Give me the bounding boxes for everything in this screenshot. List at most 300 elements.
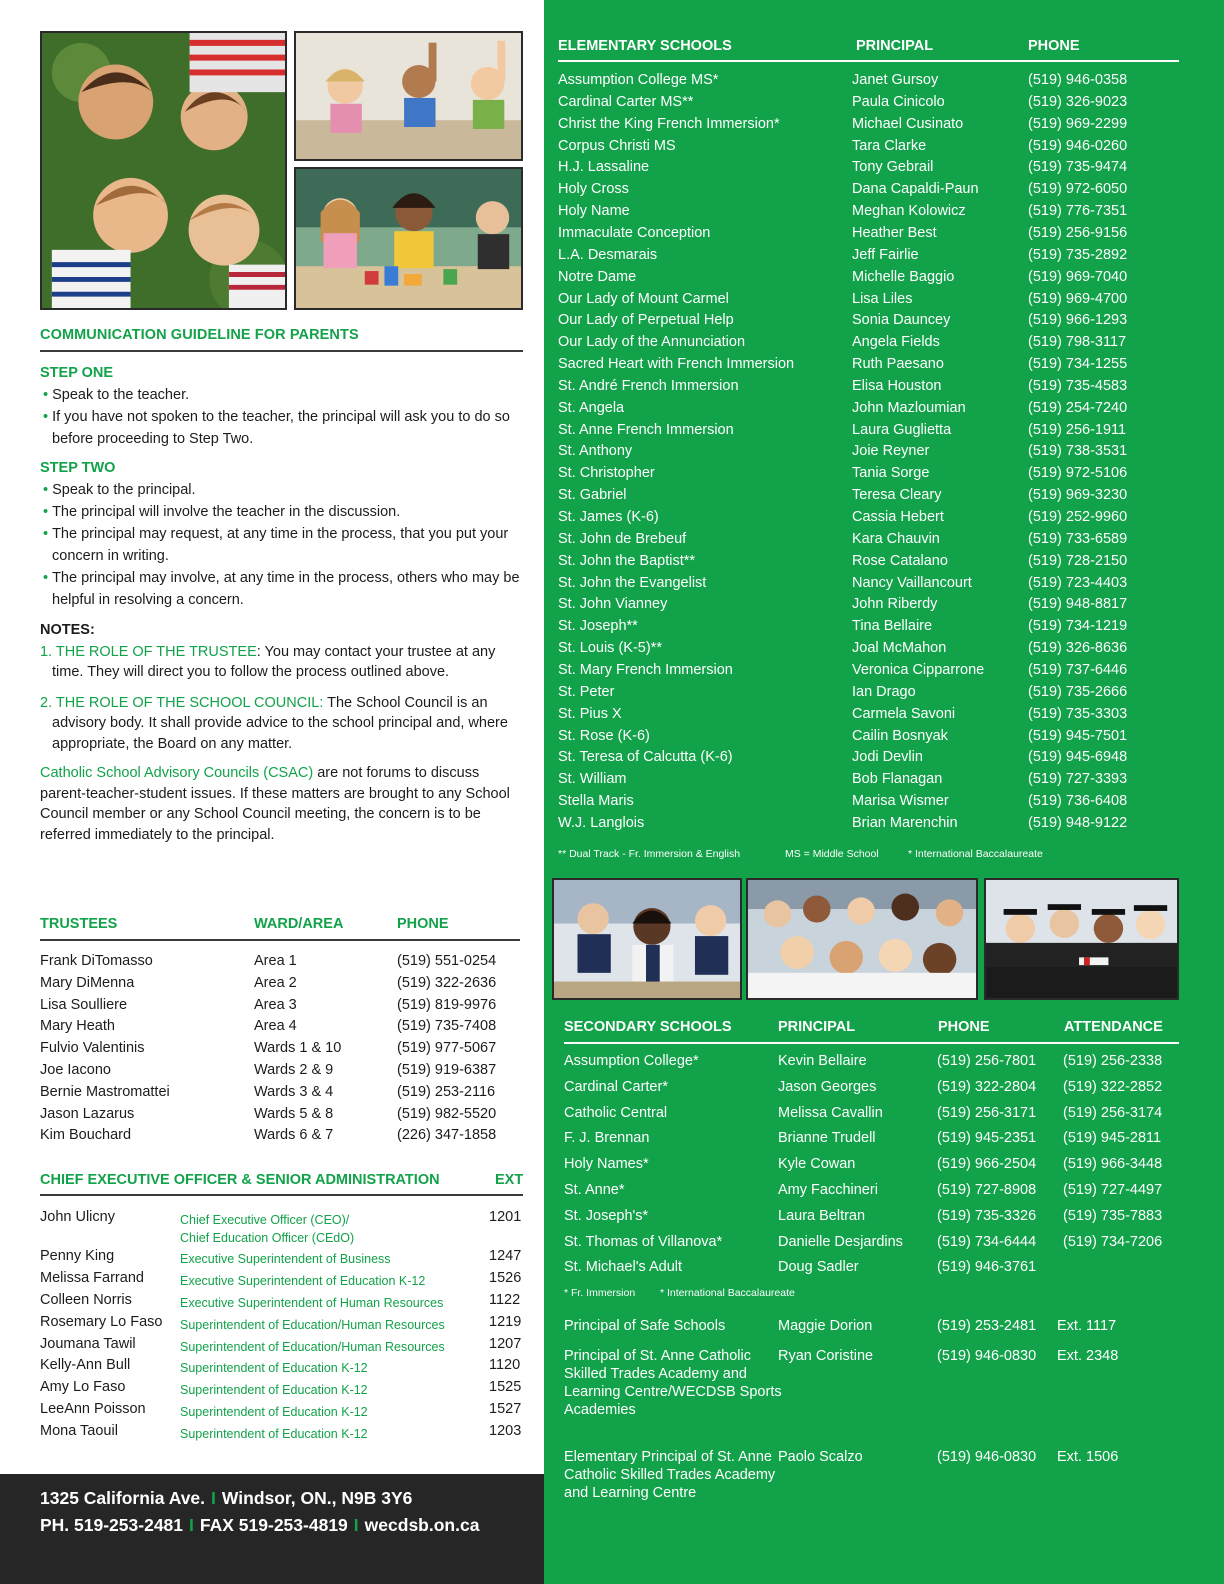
school-phone: (519) 945-2351 [937, 1130, 1037, 1147]
elementary-school-row [558, 618, 1198, 640]
principal-name: Rose Catalano [852, 552, 948, 569]
trustee-name: Mary DiMenna [40, 974, 135, 991]
school-name: Our Lady of the Annunciation [558, 334, 746, 351]
secondary-school-row [564, 1182, 1204, 1204]
attendance-phone: (519) 727-4497 [1063, 1182, 1163, 1198]
trustee-row [40, 1106, 520, 1128]
school-phone: (519) 735-2892 [1028, 246, 1128, 263]
footer-web-link[interactable]: wecdsb.on.ca [364, 1515, 480, 1535]
trustee-name: Bernie Mastromattei [40, 1083, 170, 1100]
trustee-row [40, 1062, 520, 1084]
note-council-text: The School Council is an advisory body. It shall provide advice to the school principal and, where appropriate, the Board on any matter. [52, 694, 508, 752]
step-one [40, 362, 520, 450]
trustee-row [40, 975, 520, 997]
special-principal-row [564, 1347, 1204, 1439]
notes [40, 620, 520, 845]
school-name: Cardinal Carter MS** [558, 93, 694, 110]
school-phone: (519) 723-4403 [1028, 574, 1128, 591]
principal-name: Kevin Bellaire [778, 1053, 867, 1069]
elementary-school-row [558, 575, 1198, 597]
secondary-school-row [564, 1259, 1204, 1281]
school-phone: (519) 734-1255 [1028, 356, 1128, 373]
principal-name: Ruth Paesano [852, 356, 944, 373]
footer-address: 1325 California Ave. [40, 1488, 206, 1508]
school-phone: (519) 256-3171 [937, 1104, 1037, 1121]
admin-ext: 1526 [489, 1270, 522, 1286]
principal-name: Meghan Kolowicz [852, 203, 966, 220]
principal-name: Melissa Cavallin [778, 1104, 883, 1121]
trustee-name: Kim Bouchard [40, 1127, 132, 1144]
school-name: Holy Cross [558, 181, 629, 198]
school-name: St. William [558, 771, 627, 788]
admin-name: Colleen Norris [40, 1292, 132, 1308]
ward-header: WARD/AREA [254, 916, 344, 932]
trustee-row [40, 1084, 520, 1106]
attendance-phone: (519) 966-3448 [1063, 1156, 1163, 1173]
special-role: Principal of St. Anne Catholic Skilled Trades Academy and Learning Centre/WECDSB Sports Academies [564, 1348, 782, 1418]
admin-role: Executive Superintendent of Human Resources [180, 1296, 444, 1310]
school-phone: (519) 735-3326 [937, 1207, 1037, 1224]
principal-name: Joal McMahon [852, 640, 947, 657]
school-phone: (519) 734-6444 [937, 1233, 1037, 1250]
school-phone: (519) 946-3761 [937, 1259, 1037, 1276]
school-phone: (519) 945-7501 [1028, 727, 1128, 744]
trustee-phone: (226) 347-1858 [397, 1127, 497, 1144]
attendance-phone: (519) 256-2338 [1063, 1053, 1163, 1069]
admin-role: Executive Superintendent of Education K-12 [180, 1274, 426, 1288]
admin-header: CHIEF EXECUTIVE OFFICER & SENIOR ADMINISTRATION [40, 1172, 440, 1188]
admin-role: Superintendent of Education K-12 [180, 1361, 368, 1375]
secondary-school-row [564, 1130, 1204, 1152]
note-council-label: 2. THE ROLE OF THE SCHOOL COUNCIL: [40, 694, 324, 711]
elementary-school-row [558, 684, 1198, 706]
principal-name: Ian Drago [852, 683, 916, 700]
trustee-phone: (519) 919-6387 [397, 1062, 497, 1078]
school-phone: (519) 727-3393 [1028, 771, 1128, 788]
elementary-school-row [558, 72, 1198, 94]
school-phone: (519) 728-2150 [1028, 552, 1128, 569]
csac-label: Catholic School Advisory Councils (CSAC) [40, 765, 314, 781]
trustee-phone: (519) 977-5067 [397, 1040, 497, 1057]
school-phone: (519) 776-7351 [1028, 203, 1128, 220]
secondary-attendance-header: ATTENDANCE [1064, 1019, 1163, 1035]
special-phone: (519) 253-2481 [937, 1318, 1037, 1334]
principal-name: Heather Best [852, 224, 937, 241]
ext-header: EXT [495, 1172, 524, 1188]
principal-name: Joie Reyner [852, 443, 930, 460]
elementary-school-row [558, 793, 1198, 815]
school-phone: (519) 972-5106 [1028, 465, 1128, 482]
elementary-school-row [558, 334, 1198, 356]
trustee-row [40, 1040, 520, 1062]
elementary-principal-header: PRINCIPAL [856, 38, 934, 54]
trustee-name: Frank DiTomasso [40, 953, 153, 969]
school-phone: (519) 738-3531 [1028, 443, 1128, 460]
trustee-name: Lisa Soulliere [40, 996, 128, 1013]
school-name: St. Gabriel [558, 487, 627, 504]
principal-name: Tania Sorge [852, 465, 930, 482]
principal-name: Jodi Devlin [852, 749, 923, 766]
school-phone: (519) 946-0358 [1028, 72, 1128, 88]
admin-row [40, 1209, 526, 1249]
school-name: Corpus Christi MS [558, 137, 676, 154]
school-name: St. Michael's Adult [564, 1259, 683, 1276]
school-phone: (519) 256-7801 [937, 1053, 1037, 1069]
notes-heading: NOTES: [40, 622, 95, 638]
admin-name: Joumana Tawil [40, 1336, 136, 1352]
school-name: St. Thomas of Villanova* [564, 1233, 723, 1250]
right-column [544, 0, 1224, 1584]
secondary-school-row [564, 1208, 1204, 1230]
school-phone: (519) 946-0260 [1028, 137, 1128, 154]
school-phone: (519) 734-1219 [1028, 618, 1128, 635]
principal-name: Carmela Savoni [852, 705, 956, 722]
trustee-ward: Area 3 [254, 996, 297, 1013]
principal-name: Brianne Trudell [778, 1130, 876, 1147]
elementary-school-row [558, 422, 1198, 444]
principal-name: Kara Chauvin [852, 530, 940, 547]
school-name: St. André French Immersion [558, 377, 739, 394]
elementary-legend-dual: ** Dual Track - Fr. Immersion & English [558, 848, 741, 860]
elementary-school-row [558, 553, 1198, 575]
trustee-ward: Wards 2 & 9 [254, 1062, 334, 1078]
bullet: • The principal will involve the teacher in the discussion. [40, 501, 520, 523]
trustee-row [40, 1127, 520, 1149]
bullet: • Speak to the teacher. [40, 384, 520, 406]
elementary-school-row [558, 596, 1198, 618]
elementary-school-row [558, 203, 1198, 225]
footer-separator: I [353, 1515, 359, 1535]
elementary-school-row [558, 138, 1198, 160]
trustee-name: Fulvio Valentinis [40, 1040, 145, 1057]
bullet: • The principal may involve, at any time in the process, others who may be helpful in resolving a concern. [40, 567, 520, 611]
trustee-phone: (519) 253-2116 [397, 1083, 496, 1100]
trustee-name: Jason Lazarus [40, 1105, 135, 1122]
principal-name: Elisa Houston [852, 377, 942, 394]
elementary-school-row [558, 465, 1198, 487]
trustee-ward: Area 2 [254, 974, 297, 991]
footer-address-line [40, 1488, 412, 1509]
school-name: H.J. Lassaline [558, 159, 650, 176]
school-name: W.J. Langlois [558, 814, 645, 831]
principal-name: Laura Beltran [778, 1207, 866, 1224]
secondary-header: SECONDARY SCHOOLS [564, 1019, 732, 1035]
secondary-school-row [564, 1105, 1204, 1127]
school-name: St. Angela [558, 399, 625, 416]
admin-role: Superintendent of Education/Human Resources [180, 1340, 445, 1354]
principal-name: John Mazloumian [852, 399, 966, 416]
school-name: St. James (K-6) [558, 509, 659, 525]
secondary-school-row [564, 1079, 1204, 1101]
school-name: Catholic Central [564, 1104, 668, 1121]
elementary-school-row [558, 531, 1198, 553]
principal-name: Laura Guglietta [852, 421, 952, 438]
trustee-phone: (519) 819-9976 [397, 996, 497, 1013]
admin-row [40, 1248, 526, 1270]
principal-name: Tina Bellaire [852, 618, 933, 635]
trustee-phone: (519) 551-0254 [397, 953, 497, 969]
principal-name: Bob Flanagan [852, 771, 943, 788]
elementary-school-row [558, 312, 1198, 334]
school-phone: (519) 326-8636 [1028, 640, 1128, 657]
principal-name: Angela Fields [852, 334, 940, 351]
school-name: Stella Maris [558, 793, 634, 810]
elementary-school-row [558, 487, 1198, 509]
admin-name: Penny King [40, 1248, 115, 1264]
school-name: Assumption College MS* [558, 72, 719, 88]
footer-fax: FAX 519-253-4819 [199, 1515, 348, 1535]
trustee-ward: Wards 5 & 8 [254, 1105, 334, 1122]
principal-name: Cailin Bosnyak [852, 727, 948, 744]
school-name: Our Lady of Mount Carmel [558, 290, 729, 307]
principal-name: John Riberdy [852, 596, 938, 613]
school-phone: (519) 252-9960 [1028, 509, 1128, 525]
attendance-phone: (519) 734-7206 [1063, 1233, 1163, 1250]
school-name: St. Anthony [558, 443, 633, 460]
school-name: Notre Dame [558, 268, 637, 285]
footer-phone: PH. 519-253-2481 [40, 1515, 184, 1535]
divider [40, 1194, 523, 1196]
admin-name: Mona Taouil [40, 1423, 118, 1439]
trustee-name: Mary Heath [40, 1018, 115, 1035]
admin-row [40, 1423, 526, 1445]
attendance-phone: (519) 322-2852 [1063, 1078, 1163, 1095]
special-principal-row [564, 1448, 1204, 1520]
school-name: St. John the Evangelist [558, 574, 707, 591]
school-phone: (519) 948-9122 [1028, 814, 1128, 831]
principal-name: Nancy Vaillancourt [852, 574, 972, 591]
school-name: St. Joseph's* [564, 1207, 649, 1224]
school-name: St. Anne* [564, 1182, 625, 1198]
school-name: Assumption College* [564, 1053, 699, 1069]
admin-role: Superintendent of Education K-12 [180, 1427, 368, 1441]
special-ext: Ext. 1506 [1057, 1449, 1119, 1465]
trustee-row [40, 1018, 520, 1040]
elementary-school-row [558, 225, 1198, 247]
divider [558, 60, 1179, 62]
school-name: St. Teresa of Calcutta (K-6) [558, 749, 733, 766]
special-ext: Ext. 2348 [1057, 1348, 1119, 1364]
school-phone: (519) 798-3117 [1028, 334, 1127, 351]
photo-children-building-blocks [294, 167, 523, 310]
school-phone: (519) 733-6589 [1028, 530, 1128, 547]
principal-name: Teresa Cleary [852, 487, 942, 504]
special-name: Paolo Scalzo [778, 1449, 863, 1465]
secondary-phone-header: PHONE [938, 1019, 990, 1035]
school-name: St. Louis (K-5)** [558, 640, 662, 657]
principal-name: Jeff Fairlie [852, 246, 919, 263]
admin-name: John Ulicny [40, 1209, 115, 1225]
elementary-school-row [558, 509, 1198, 531]
principal-name: Marisa Wismer [852, 793, 949, 810]
footer [0, 1474, 544, 1584]
principal-name: Michelle Baggio [852, 268, 955, 285]
admin-row [40, 1336, 526, 1358]
elementary-header: ELEMENTARY SCHOOLS [558, 38, 732, 54]
note-trustee-text: : You may contact your trustee at any time. They will direct you to follow the process outlined above. [52, 643, 496, 680]
admin-row [40, 1292, 526, 1314]
elementary-school-row [558, 815, 1198, 837]
school-name: St. Rose (K-6) [558, 727, 650, 744]
secondary-school-row [564, 1156, 1204, 1178]
secondary-principal-header: PRINCIPAL [778, 1019, 856, 1035]
photo-graduates [984, 878, 1179, 1000]
school-phone: (519) 735-2666 [1028, 683, 1128, 700]
principal-name: Dana Capaldi-Paun [852, 181, 979, 198]
elementary-school-row [558, 749, 1198, 771]
school-phone: (519) 735-4583 [1028, 377, 1128, 394]
elementary-school-row [558, 728, 1198, 750]
school-name: Christ the King French Immersion* [558, 115, 780, 132]
admin-row [40, 1357, 526, 1379]
trustee-ward: Wards 3 & 4 [254, 1083, 334, 1100]
elementary-school-row [558, 400, 1198, 422]
school-phone: (519) 945-6948 [1028, 749, 1128, 766]
elementary-school-row [558, 356, 1198, 378]
principal-name: Lisa Liles [852, 290, 913, 307]
admin-role: Superintendent of Education/Human Resources [180, 1318, 445, 1332]
footer-separator: I [211, 1488, 216, 1508]
attendance-phone: (519) 256-3174 [1063, 1104, 1163, 1121]
elementary-school-row [558, 269, 1198, 291]
school-name: Holy Name [558, 203, 630, 220]
school-phone: (519) 969-3230 [1028, 487, 1128, 504]
school-phone: (519) 254-7240 [1028, 399, 1128, 416]
school-name: F. J. Brennan [564, 1130, 650, 1147]
school-name: Sacred Heart with French Immersion [558, 356, 795, 373]
bullet: • The principal may request, at any time in the process, that you put your concern in writing. [40, 523, 520, 567]
principal-name: Paula Cinicolo [852, 93, 945, 110]
footer-city: Windsor, ON., N9B 3Y6 [221, 1488, 413, 1508]
admin-ext: 1247 [489, 1248, 522, 1264]
secondary-legend-fi: * Fr. Immersion [564, 1287, 636, 1299]
admin-name: Rosemary Lo Faso [40, 1314, 163, 1330]
trustee-phone: (519) 982-5520 [397, 1105, 497, 1122]
footer-separator: I [189, 1515, 194, 1535]
elementary-school-row [558, 771, 1198, 793]
bullet: • If you have not spoken to the teacher, the principal will ask you to do so before proceeding to Step Two. [40, 406, 520, 450]
special-name: Ryan Coristine [778, 1348, 874, 1364]
school-name: St. John de Brebeuf [558, 530, 687, 547]
left-column [0, 0, 544, 1584]
admin-ext: 1203 [489, 1423, 522, 1439]
school-name: Holy Names* [564, 1156, 649, 1173]
school-phone: (519) 972-6050 [1028, 181, 1128, 198]
elementary-school-row [558, 94, 1198, 116]
principal-name: Veronica Cipparrone [852, 661, 985, 678]
note-trustee-label: 1. THE ROLE OF THE TRUSTEE [40, 643, 257, 660]
admin-row [40, 1270, 526, 1292]
school-name: St. Joseph** [558, 618, 638, 635]
school-name: L.A. Desmarais [558, 246, 658, 263]
elementary-school-row [558, 116, 1198, 138]
principal-name: Tara Clarke [852, 137, 927, 154]
special-principal-row [564, 1317, 1204, 1339]
admin-role: Superintendent of Education K-12 [180, 1383, 368, 1397]
special-role: Principal of Safe Schools [564, 1318, 726, 1334]
school-name: St. Pius X [558, 705, 622, 722]
admin-ext: 1207 [489, 1336, 522, 1352]
school-phone: (519) 727-8908 [937, 1182, 1037, 1198]
special-role: Elementary Principal of St. Anne Catholic Skilled Trades Academy and Learning Centre [564, 1449, 776, 1501]
school-name: St. John Vianney [558, 596, 668, 613]
admin-ext: 1120 [489, 1357, 521, 1373]
school-name: St. John the Baptist** [558, 552, 696, 569]
principal-name: Cassia Hebert [852, 509, 944, 525]
principal-name: Doug Sadler [778, 1259, 859, 1276]
attendance-phone: (519) 735-7883 [1063, 1207, 1163, 1224]
principal-name: Sonia Dauncey [852, 312, 951, 329]
admin-name: Kelly-Ann Bull [40, 1357, 131, 1373]
principal-name: Kyle Cowan [778, 1156, 856, 1173]
school-phone: (519) 948-8817 [1028, 596, 1128, 613]
elementary-school-row [558, 662, 1198, 684]
school-name: Immaculate Conception [558, 224, 711, 241]
elementary-phone-header: PHONE [1028, 38, 1080, 54]
elementary-school-row [558, 159, 1198, 181]
school-phone: (519) 735-3303 [1028, 705, 1128, 722]
school-phone: (519) 966-2504 [937, 1156, 1037, 1173]
principal-name: Tony Gebrail [852, 159, 934, 176]
step-one-heading: STEP ONE [40, 365, 114, 381]
admin-role: Executive Superintendent of Business [180, 1252, 391, 1266]
admin-role: Chief Executive Officer (CEO)/ [180, 1213, 350, 1227]
trustee-phone: (519) 735-7408 [397, 1018, 497, 1035]
school-phone: (519) 256-1911 [1028, 421, 1127, 438]
photo-children-on-grass [40, 31, 287, 310]
admin-ext: 1122 [489, 1292, 521, 1308]
csac-text: are not forums to discuss parent-teacher-student issues. If these matters are brought to any School Council member or any School Council meeting, the concern is to be referred immediately to the principal. [40, 765, 510, 843]
admin-name: Amy Lo Faso [40, 1379, 126, 1395]
admin-name: Melissa Farrand [40, 1270, 144, 1286]
secondary-school-row [564, 1234, 1204, 1256]
footer-contact-line [40, 1515, 479, 1536]
school-phone: (519) 736-6408 [1028, 793, 1128, 810]
principal-name: Jason Georges [778, 1078, 877, 1095]
trustees-header: TRUSTEES [40, 916, 118, 932]
divider [40, 939, 520, 941]
admin-name: LeeAnn Poisson [40, 1401, 146, 1417]
elementary-school-row [558, 443, 1198, 465]
principal-name: Janet Gursoy [852, 72, 939, 88]
school-phone: (519) 969-2299 [1028, 115, 1128, 132]
admin-ext: 1219 [489, 1314, 522, 1330]
trustee-name: Joe Iacono [40, 1062, 111, 1078]
note-trustee [40, 642, 520, 683]
photo-students-classroom [552, 878, 742, 1000]
elementary-school-row [558, 291, 1198, 313]
school-name: St. Mary French Immersion [558, 661, 733, 678]
bullet: • Speak to the principal. [40, 479, 520, 501]
step-two [40, 457, 520, 611]
elementary-school-row [558, 181, 1198, 203]
principal-name: Brian Marenchin [852, 814, 958, 831]
trustee-ward: Wards 1 & 10 [254, 1040, 342, 1057]
admin-row [40, 1379, 526, 1401]
school-name: Cardinal Carter* [564, 1078, 668, 1095]
admin-row [40, 1401, 526, 1423]
school-phone: (519) 322-2804 [937, 1078, 1037, 1095]
csac-paragraph [40, 763, 520, 845]
secondary-school-row [564, 1053, 1204, 1075]
school-name: Our Lady of Perpetual Help [558, 312, 734, 329]
school-phone: (519) 969-4700 [1028, 290, 1128, 307]
special-name: Maggie Dorion [778, 1318, 873, 1334]
trustee-ward: Wards 6 & 7 [254, 1127, 334, 1144]
divider [40, 350, 523, 352]
elementary-legend-ib: * International Baccalaureate [908, 848, 1043, 860]
elementary-school-row [558, 706, 1198, 728]
